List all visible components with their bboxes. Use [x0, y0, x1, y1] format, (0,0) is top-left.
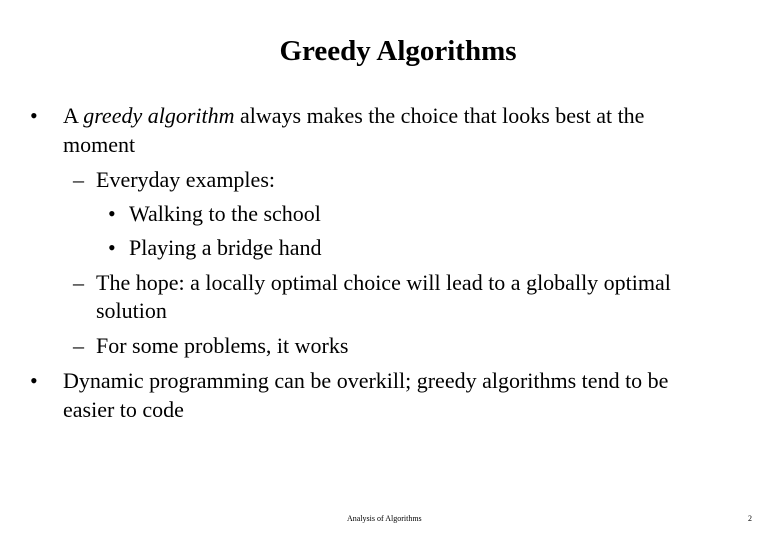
bullet-marker: •	[30, 368, 38, 393]
dash-marker: –	[73, 167, 84, 192]
bullet-marker: •	[108, 201, 116, 226]
bullet-1-prefix: A	[63, 103, 84, 128]
dash-marker: –	[73, 270, 84, 295]
subitem-hope-line-1: The hope: a locally optimal choice will lead to a globally optimal	[96, 270, 671, 295]
bullet-1-line-1	[63, 103, 644, 129]
bullet-marker: •	[108, 235, 116, 260]
bullet-marker: •	[30, 103, 38, 128]
slide-title: Greedy Algorithms	[279, 35, 517, 67]
dash-marker: –	[73, 333, 84, 358]
bullet-1-line-2: moment	[63, 132, 136, 157]
example-bridge: Playing a bridge hand	[129, 235, 322, 260]
subitem-hope-line-2: solution	[96, 298, 167, 323]
bullet-1-suffix: always makes the choice that looks best at the	[234, 103, 645, 128]
subitem-works: For some problems, it works	[96, 333, 349, 358]
bullet-2-line-2: easier to code	[63, 397, 184, 422]
footer-title: Analysis of Algorithms	[347, 514, 422, 523]
bullet-2-line-1: Dynamic programming can be overkill; greedy algorithms tend to be	[63, 368, 669, 393]
page-number: 2	[748, 514, 752, 523]
subitem-everyday-examples: Everyday examples:	[96, 167, 275, 192]
greedy-algorithm-term: greedy algorithm	[83, 103, 235, 128]
example-walking: Walking to the school	[129, 201, 321, 226]
